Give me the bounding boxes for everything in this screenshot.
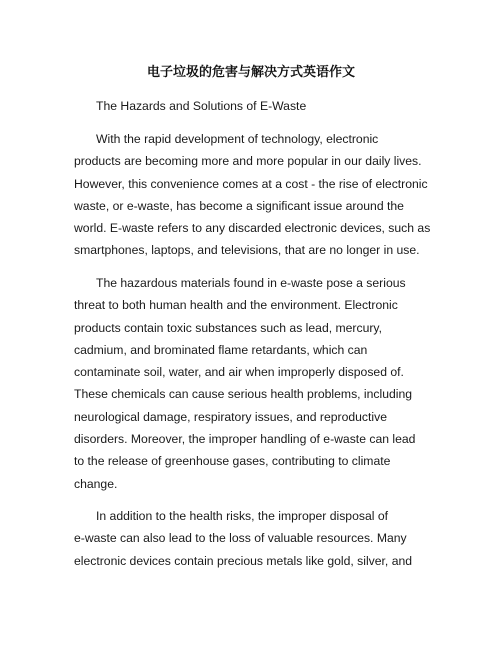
paragraph-line: change. [74,476,118,491]
paragraph-line: These chemicals can cause serious health problems, including [74,387,413,402]
paragraph-line: smartphones, laptops, and televisions, that are no longer in use. [74,243,420,258]
paragraph-line: The hazardous materials found in e-waste pose a serious [96,276,406,290]
essay-subtitle: The Hazards and Solutions of E-Waste [96,99,307,113]
paragraph-line: neurological damage, respiratory issues, and reproductive [74,409,387,424]
paragraph-line: world. E-waste refers to any discarded electronic devices, such as [74,221,431,236]
paragraph-line: waste, or e-waste, has become a significant issue around the [74,198,404,213]
paragraph-line: electronic devices contain precious metals like gold, silver, and [74,553,413,568]
paragraph-1 [74,128,430,262]
paragraph-line: to the release of greenhouse gases, contributing to climate [74,454,391,469]
paragraph-line: disorders. Moreover, the improper handling of e-waste can lead [74,432,416,447]
paragraph-line: cadmium, and brominated flame retardants, which can [74,342,368,357]
paragraph-line: With the rapid development of technology, electronic [96,132,379,146]
paragraph-line: e-waste can also lead to the loss of valuable resources. Many [74,531,407,546]
paragraph-line: However, this convenience comes at a cost - the rise of electronic [74,176,428,191]
paragraph-line: In addition to the health risks, the improper disposal of [96,509,388,523]
paragraph-3 [74,505,430,572]
paragraph-line: contaminate soil, water, and air when improperly disposed of. [74,365,404,380]
paragraph-line: products are becoming more and more popular in our daily lives. [74,154,422,169]
paragraph-2 [74,272,430,495]
paragraph-line: products contain toxic substances such as lead, mercury, [74,320,382,335]
paragraph-line: threat to both human health and the environment. Electronic [74,298,398,313]
document-title: 电子垃圾的危害与解决方式英语作文 [146,65,355,80]
